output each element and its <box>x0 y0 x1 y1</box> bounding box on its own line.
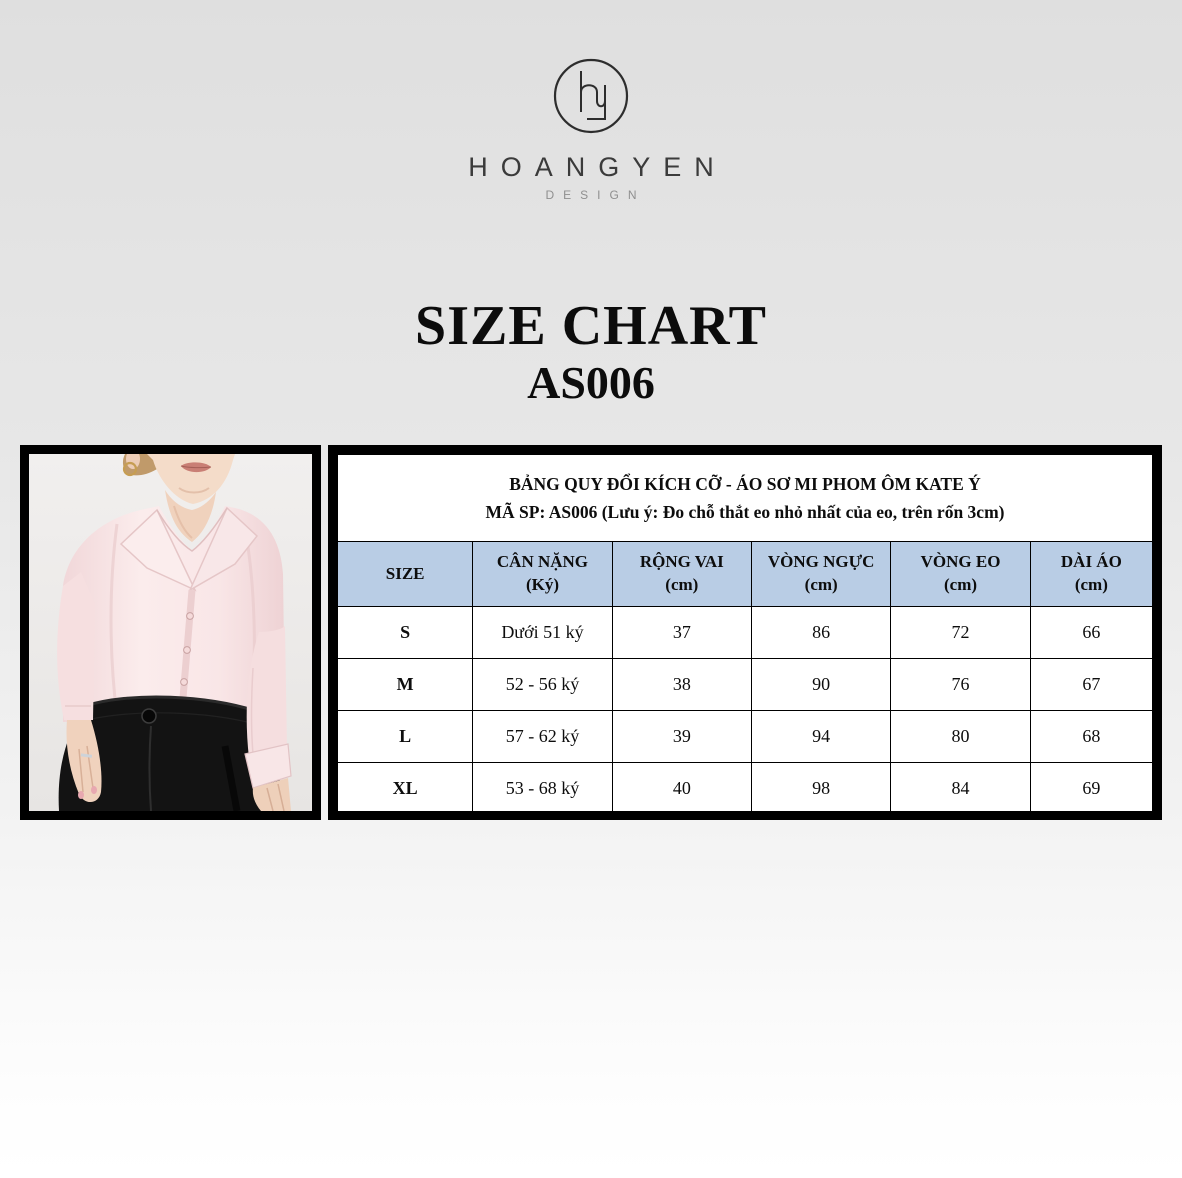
cell-shoulder: 37 <box>612 607 751 659</box>
product-code: AS006 <box>527 357 655 408</box>
cell-bust: 86 <box>752 607 891 659</box>
cell-waist: 80 <box>891 711 1030 763</box>
table-title-line2: MÃ SP: AS006 (Lưu ý: Đo chỗ thắt eo nhỏ nhất của eo, trên rốn 3cm) <box>485 502 1005 522</box>
page-title-main: SIZE CHART <box>415 295 767 357</box>
table-header-row <box>338 542 1153 607</box>
cell-shoulder: 38 <box>612 659 751 711</box>
table-frame <box>328 445 1162 820</box>
column-header-shoulder: RỘNG VAI (cm) <box>612 542 751 607</box>
cell-bust: 90 <box>752 659 891 711</box>
size-row-s <box>338 607 1153 659</box>
column-header-size: SIZE <box>338 542 473 607</box>
hy-monogram-icon <box>551 56 631 136</box>
cell-size: L <box>338 711 473 763</box>
cell-size: XL <box>338 763 473 815</box>
cell-length: 67 <box>1030 659 1152 711</box>
column-header-weight: CÂN NẶNG (Ký) <box>473 542 612 607</box>
cell-weight: 57 - 62 ký <box>473 711 612 763</box>
size-row-m <box>338 659 1153 711</box>
cell-shoulder: 40 <box>612 763 751 815</box>
cell-size: S <box>338 607 473 659</box>
column-header-length: DÀI ÁO (cm) <box>1030 542 1152 607</box>
cell-weight: Dưới 51 ký <box>473 607 612 659</box>
cell-waist: 76 <box>891 659 1030 711</box>
brand-tagline: DESIGN <box>545 188 646 202</box>
column-header-waist: VÒNG EO (cm) <box>891 542 1030 607</box>
cell-size: M <box>338 659 473 711</box>
cell-length: 66 <box>1030 607 1152 659</box>
cell-weight: 53 - 68 ký <box>473 763 612 815</box>
cell-waist: 72 <box>891 607 1030 659</box>
size-row-xl <box>338 763 1153 815</box>
cell-length: 68 <box>1030 711 1152 763</box>
model-photo-illustration <box>29 454 312 811</box>
cell-length: 69 <box>1030 763 1152 815</box>
size-row-l <box>338 711 1153 763</box>
content-area <box>20 445 1162 820</box>
cell-bust: 98 <box>752 763 891 815</box>
cell-shoulder: 39 <box>612 711 751 763</box>
page-title <box>0 295 1182 409</box>
column-header-bust: VÒNG NGỰC (cm) <box>752 542 891 607</box>
cell-waist: 84 <box>891 763 1030 815</box>
size-table <box>337 454 1153 815</box>
table-title <box>338 455 1153 542</box>
photo-frame <box>20 445 321 820</box>
cell-bust: 94 <box>752 711 891 763</box>
cell-weight: 52 - 56 ký <box>473 659 612 711</box>
brand-logo <box>0 56 1182 202</box>
table-title-line1: BẢNG QUY ĐỔI KÍCH CỠ - ÁO SƠ MI PHOM ÔM KATE Ý <box>509 474 981 494</box>
brand-name: HOANGYEN <box>468 152 727 182</box>
